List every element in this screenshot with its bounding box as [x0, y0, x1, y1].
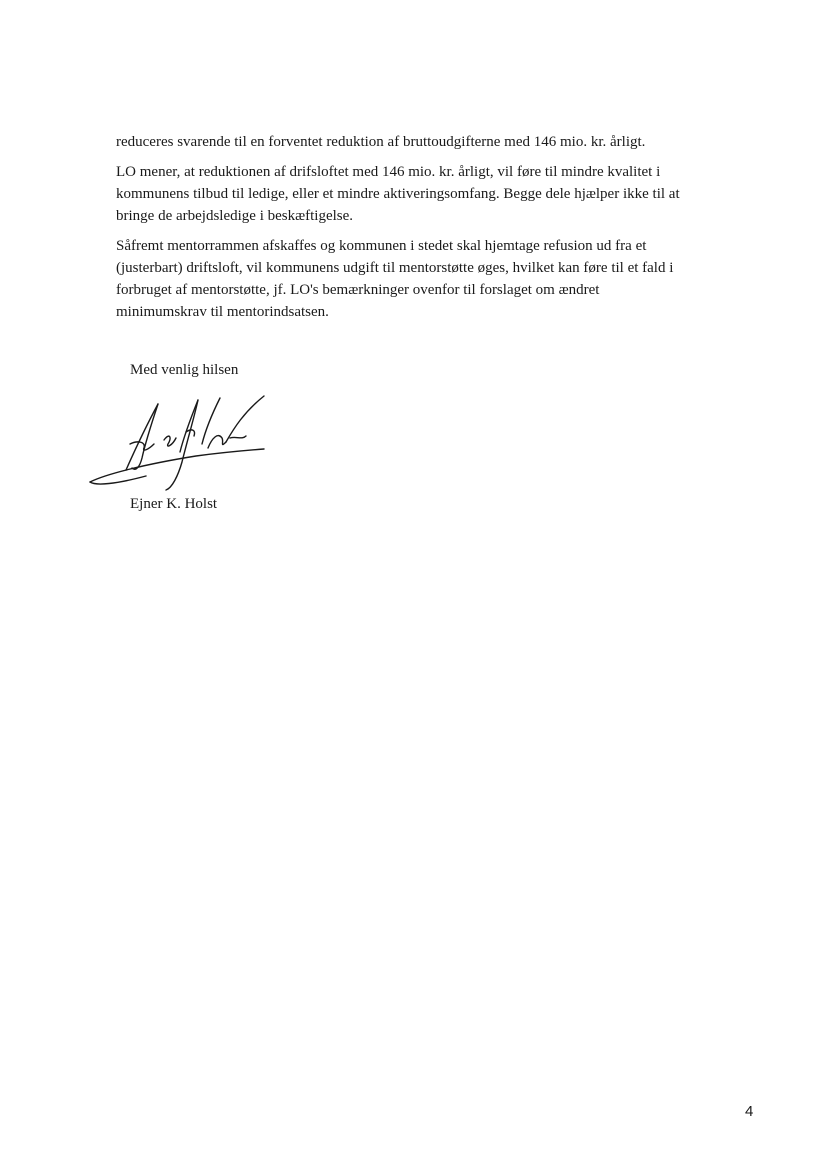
closing-salutation: Med venlig hilsen — [130, 362, 239, 378]
signer-name: Ejner K. Holst — [130, 496, 218, 512]
paragraph-1: reduceres svarende til en forventet reduktion af bruttoudgifterne med 146 mio. kr. årligt. — [116, 134, 646, 150]
letter-body — [116, 131, 681, 331]
handwritten-signature — [86, 392, 276, 492]
paragraph-3: Såfremt mentorrammen afskaffes og kommunen i stedet skal hjemtage refusion ud fra et (justerbart) driftsloft, vil kommunens udgift til mentorstøtte øges, hvilket kan føre til et fald i forbruget af mentorstøtte, jf. LO's bemærkninger ovenfor til forslaget om ændret minimumskrav til mentorindsatsen. — [116, 238, 674, 320]
paragraph-2: LO mener, at reduktionen af drifsloftet med 146 mio. kr. årligt, vil føre til mindre kvalitet i kommunens tilbud til ledige, eller et mindre aktiveringsomfang. Begge dele hjælper ikke til at bringe de arbejdsledige i beskæftigelse. — [116, 164, 680, 224]
page-number: 4 — [745, 1103, 754, 1120]
